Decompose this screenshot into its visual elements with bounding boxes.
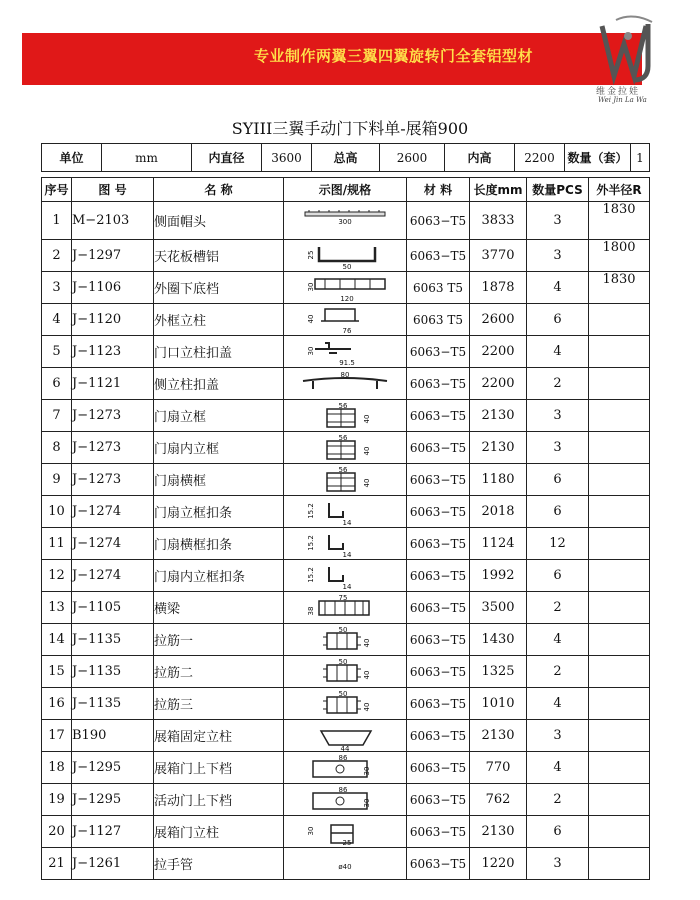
quantity: 4 [527,688,589,720]
header-name: 名 称 [154,178,284,202]
dimension-label: 14 [342,582,352,591]
row-number: 6 [42,368,72,400]
length: 3500 [470,592,527,624]
profile-diagram [284,848,407,880]
dimension-label: 38 [307,606,315,615]
quantity: 4 [527,272,589,304]
quantity: 3 [527,400,589,432]
quantity: 6 [527,560,589,592]
part-name: 侧立柱扣盖 [154,368,284,400]
profile-diagram [284,240,407,272]
part-code: J−1120 [72,304,154,336]
part-code: J−1105 [72,592,154,624]
outer-radius [589,624,650,656]
row-number: 1 [42,202,72,240]
qty-sets-value: 1 [631,144,650,172]
dimension-label: 30 [363,798,371,807]
quantity: 2 [527,368,589,400]
unit-value: mm [102,144,192,172]
part-name: 外圈下底档 [154,272,284,304]
unit-label: 单位 [42,144,102,172]
part-name: 门扇横框扣条 [154,528,284,560]
profile-diagram [284,400,407,432]
outer-radius [589,656,650,688]
part-code: J−1123 [72,336,154,368]
profile-sketch [285,465,405,495]
profile-diagram [284,752,407,784]
profile-sketch [285,561,405,591]
outer-radius: 1800 [589,240,650,272]
dimension-label: 14 [342,550,352,559]
dimension-label: 50 [338,657,348,666]
quantity: 3 [527,720,589,752]
part-name: 门口立柱扣盖 [154,336,284,368]
table-row [42,528,650,560]
length: 2200 [470,368,527,400]
length: 2130 [470,432,527,464]
dimension-label: 30 [307,282,315,291]
material: 6063−T5 [407,432,470,464]
profile-sketch [285,337,405,367]
quantity: 4 [527,336,589,368]
table-row [42,304,650,336]
material: 6063−T5 [407,464,470,496]
length: 2018 [470,496,527,528]
table-row [42,624,650,656]
profile-diagram [284,688,407,720]
quantity: 3 [527,202,589,240]
dimension-label: 40 [363,702,371,711]
part-name: 门扇立框扣条 [154,496,284,528]
row-number: 3 [42,272,72,304]
outer-radius [589,432,650,464]
part-name: 展箱门上下档 [154,752,284,784]
dimension-label: 80 [340,370,350,379]
material: 6063−T5 [407,816,470,848]
length: 2130 [470,720,527,752]
qty-sets-label: 数量（套） [565,144,631,172]
summary-table [41,143,650,172]
profile-sketch [285,785,405,815]
dimension-label: 50 [338,625,348,634]
table-row [42,784,650,816]
part-code: J−1135 [72,688,154,720]
row-number: 17 [42,720,72,752]
profile-sketch [285,593,405,623]
dimension-label: 30 [307,826,315,835]
header-material: 材 料 [407,178,470,202]
part-code: J−1273 [72,432,154,464]
dimension-label: 25 [307,250,315,259]
material: 6063−T5 [407,528,470,560]
profile-sketch [285,721,405,751]
dimension-label: 40 [363,670,371,679]
part-name: 外框立柱 [154,304,284,336]
dimension-label: 25 [342,838,352,847]
profile-diagram [284,202,407,240]
material: 6063−T5 [407,496,470,528]
profile-diagram [284,624,407,656]
part-code: J−1135 [72,624,154,656]
outer-radius [589,336,650,368]
profile-diagram [284,464,407,496]
row-number: 21 [42,848,72,880]
row-number: 15 [42,656,72,688]
inner-diameter-value: 3600 [262,144,312,172]
row-number: 2 [42,240,72,272]
part-code: J−1274 [72,528,154,560]
profile-sketch [285,241,405,271]
material: 6063 T5 [407,304,470,336]
table-row [42,720,650,752]
profile-sketch [285,689,405,719]
part-code: B190 [72,720,154,752]
dimension-label: 30 [307,346,315,355]
dimension-label: 40 [363,638,371,647]
part-name: 门扇立框 [154,400,284,432]
dimension-label: 50 [338,689,348,698]
material: 6063−T5 [407,784,470,816]
profile-sketch [285,273,405,303]
material: 6063−T5 [407,688,470,720]
table-row [42,592,650,624]
dimension-label: 56 [338,401,348,410]
length: 1124 [470,528,527,560]
outer-radius [589,528,650,560]
total-height-label: 总高 [312,144,380,172]
total-height-value: 2600 [380,144,445,172]
row-number: 10 [42,496,72,528]
table-row [42,368,650,400]
profile-sketch [285,849,405,879]
table-row [42,336,650,368]
material: 6063−T5 [407,336,470,368]
table-header-row [42,178,650,202]
material: 6063−T5 [407,592,470,624]
length: 1992 [470,560,527,592]
quantity: 3 [527,432,589,464]
profile-sketch [285,401,405,431]
length: 3770 [470,240,527,272]
dimension-label: 56 [338,433,348,442]
profile-diagram [284,528,407,560]
quantity: 6 [527,816,589,848]
dimension-label: 50 [342,262,352,271]
table-row [42,848,650,880]
part-name: 拉手管 [154,848,284,880]
material: 6063−T5 [407,202,470,240]
row-number: 7 [42,400,72,432]
part-code: J−1273 [72,464,154,496]
row-number: 4 [42,304,72,336]
quantity: 6 [527,496,589,528]
outer-radius [589,560,650,592]
length: 1180 [470,464,527,496]
part-name: 展箱门立柱 [154,816,284,848]
outer-radius [589,816,650,848]
header-diagram: 示图/规格 [284,178,407,202]
quantity: 4 [527,752,589,784]
profile-diagram [284,592,407,624]
profile-sketch [285,657,405,687]
length: 2130 [470,816,527,848]
material: 6063−T5 [407,560,470,592]
quantity: 4 [527,624,589,656]
row-number: 8 [42,432,72,464]
dimension-label: 15.2 [307,534,315,551]
header-radius: 外半径R [589,178,650,202]
part-name: 门扇内立框 [154,432,284,464]
row-number: 19 [42,784,72,816]
length: 1220 [470,848,527,880]
dimension-label: 40 [363,414,371,423]
row-number: 9 [42,464,72,496]
part-name: 横梁 [154,592,284,624]
quantity: 12 [527,528,589,560]
length: 2130 [470,400,527,432]
dimension-label: ø40 [338,862,352,871]
quantity: 3 [527,848,589,880]
length: 1325 [470,656,527,688]
row-number: 12 [42,560,72,592]
profile-sketch [285,625,405,655]
dimension-label: 30 [363,766,371,775]
inner-height-value: 2200 [515,144,565,172]
cutting-list-table [41,177,650,880]
dimension-label: 56 [338,465,348,474]
length: 770 [470,752,527,784]
length: 1878 [470,272,527,304]
row-number: 20 [42,816,72,848]
part-code: J−1274 [72,496,154,528]
part-code: M−2103 [72,202,154,240]
row-number: 18 [42,752,72,784]
part-name: 门扇横框 [154,464,284,496]
header-no: 序号 [42,178,72,202]
outer-radius [589,848,650,880]
length: 1010 [470,688,527,720]
outer-radius [589,720,650,752]
profile-sketch [285,369,405,399]
material: 6063−T5 [407,400,470,432]
profile-diagram [284,368,407,400]
profile-sketch [285,305,405,335]
profile-diagram [284,336,407,368]
dimension-label: 86 [338,785,348,794]
quantity: 2 [527,592,589,624]
logo-name-en: Wei Jin La Wa [598,96,647,104]
quantity: 3 [527,240,589,272]
profile-diagram [284,496,407,528]
part-name: 拉筋一 [154,624,284,656]
quantity: 6 [527,464,589,496]
profile-diagram [284,560,407,592]
outer-radius [589,304,650,336]
table-row [42,752,650,784]
dimension-label: 40 [307,314,315,323]
part-code: J−1297 [72,240,154,272]
inner-height-label: 内高 [445,144,515,172]
material: 6063 T5 [407,272,470,304]
row-number: 11 [42,528,72,560]
outer-radius [589,368,650,400]
dimension-label: 15.2 [307,566,315,583]
table-row [42,496,650,528]
header-code: 图 号 [72,178,154,202]
dimension-label: 15.2 [307,502,315,519]
part-code: J−1295 [72,784,154,816]
dimension-label: 75 [338,593,348,602]
outer-radius [589,688,650,720]
part-name: 拉筋二 [154,656,284,688]
material: 6063−T5 [407,368,470,400]
part-code: J−1295 [72,752,154,784]
length: 2200 [470,336,527,368]
header-length: 长度mm [470,178,527,202]
outer-radius: 1830 [589,202,650,240]
inner-diameter-label: 内直径 [192,144,262,172]
banner-slogan: 专业制作两翼三翼四翼旋转门全套铝型材 [254,47,534,65]
part-name: 天花板槽铝 [154,240,284,272]
table-row [42,400,650,432]
table-row [42,272,650,304]
dimension-label: 76 [342,326,352,335]
table-row [42,240,650,272]
outer-radius: 1830 [589,272,650,304]
part-code: J−1274 [72,560,154,592]
table-row [42,202,650,240]
table-row [42,432,650,464]
length: 3833 [470,202,527,240]
table-row [42,464,650,496]
profile-sketch [285,497,405,527]
profile-sketch [285,206,405,236]
part-code: J−1121 [72,368,154,400]
header-qty: 数量PCS [527,178,589,202]
dimension-label: 300 [338,217,352,226]
header-banner [22,33,642,85]
dimension-label: 40 [363,478,371,487]
dimension-label: 91.5 [339,358,355,367]
part-code: J−1106 [72,272,154,304]
outer-radius [589,400,650,432]
row-number: 13 [42,592,72,624]
table-row [42,816,650,848]
profile-diagram [284,784,407,816]
dimension-label: 120 [340,294,354,303]
row-number: 16 [42,688,72,720]
profile-diagram [284,432,407,464]
outer-radius [589,784,650,816]
profile-diagram [284,720,407,752]
material: 6063−T5 [407,720,470,752]
profile-sketch [285,433,405,463]
material: 6063−T5 [407,624,470,656]
material: 6063−T5 [407,848,470,880]
part-code: J−1273 [72,400,154,432]
part-name: 活动门上下档 [154,784,284,816]
row-number: 14 [42,624,72,656]
outer-radius [589,592,650,624]
quantity: 2 [527,656,589,688]
dimension-label: 14 [342,518,352,527]
profile-sketch [285,753,405,783]
part-name: 展箱固定立柱 [154,720,284,752]
dimension-label: 86 [338,753,348,762]
outer-radius [589,752,650,784]
table-row [42,688,650,720]
part-name: 拉筋三 [154,688,284,720]
material: 6063−T5 [407,240,470,272]
table-row [42,560,650,592]
table-row [42,656,650,688]
profile-diagram [284,304,407,336]
profile-diagram [284,816,407,848]
dimension-label: 44 [340,744,350,751]
quantity: 6 [527,304,589,336]
material: 6063−T5 [407,752,470,784]
profile-sketch [285,817,405,847]
outer-radius [589,464,650,496]
part-code: J−1127 [72,816,154,848]
profile-diagram [284,272,407,304]
part-name: 门扇内立框扣条 [154,560,284,592]
outer-radius [589,496,650,528]
profile-diagram [284,656,407,688]
logo-name-cn: 维金拉娃 [596,87,641,97]
part-name: 侧面帽头 [154,202,284,240]
row-number: 5 [42,336,72,368]
document-title: SYIII三翼手动门下料单-展箱900 [231,119,469,138]
length: 1430 [470,624,527,656]
part-code: J−1261 [72,848,154,880]
quantity: 2 [527,784,589,816]
length: 762 [470,784,527,816]
profile-sketch [285,529,405,559]
length: 2600 [470,304,527,336]
part-code: J−1135 [72,656,154,688]
material: 6063−T5 [407,656,470,688]
dimension-label: 40 [363,446,371,455]
